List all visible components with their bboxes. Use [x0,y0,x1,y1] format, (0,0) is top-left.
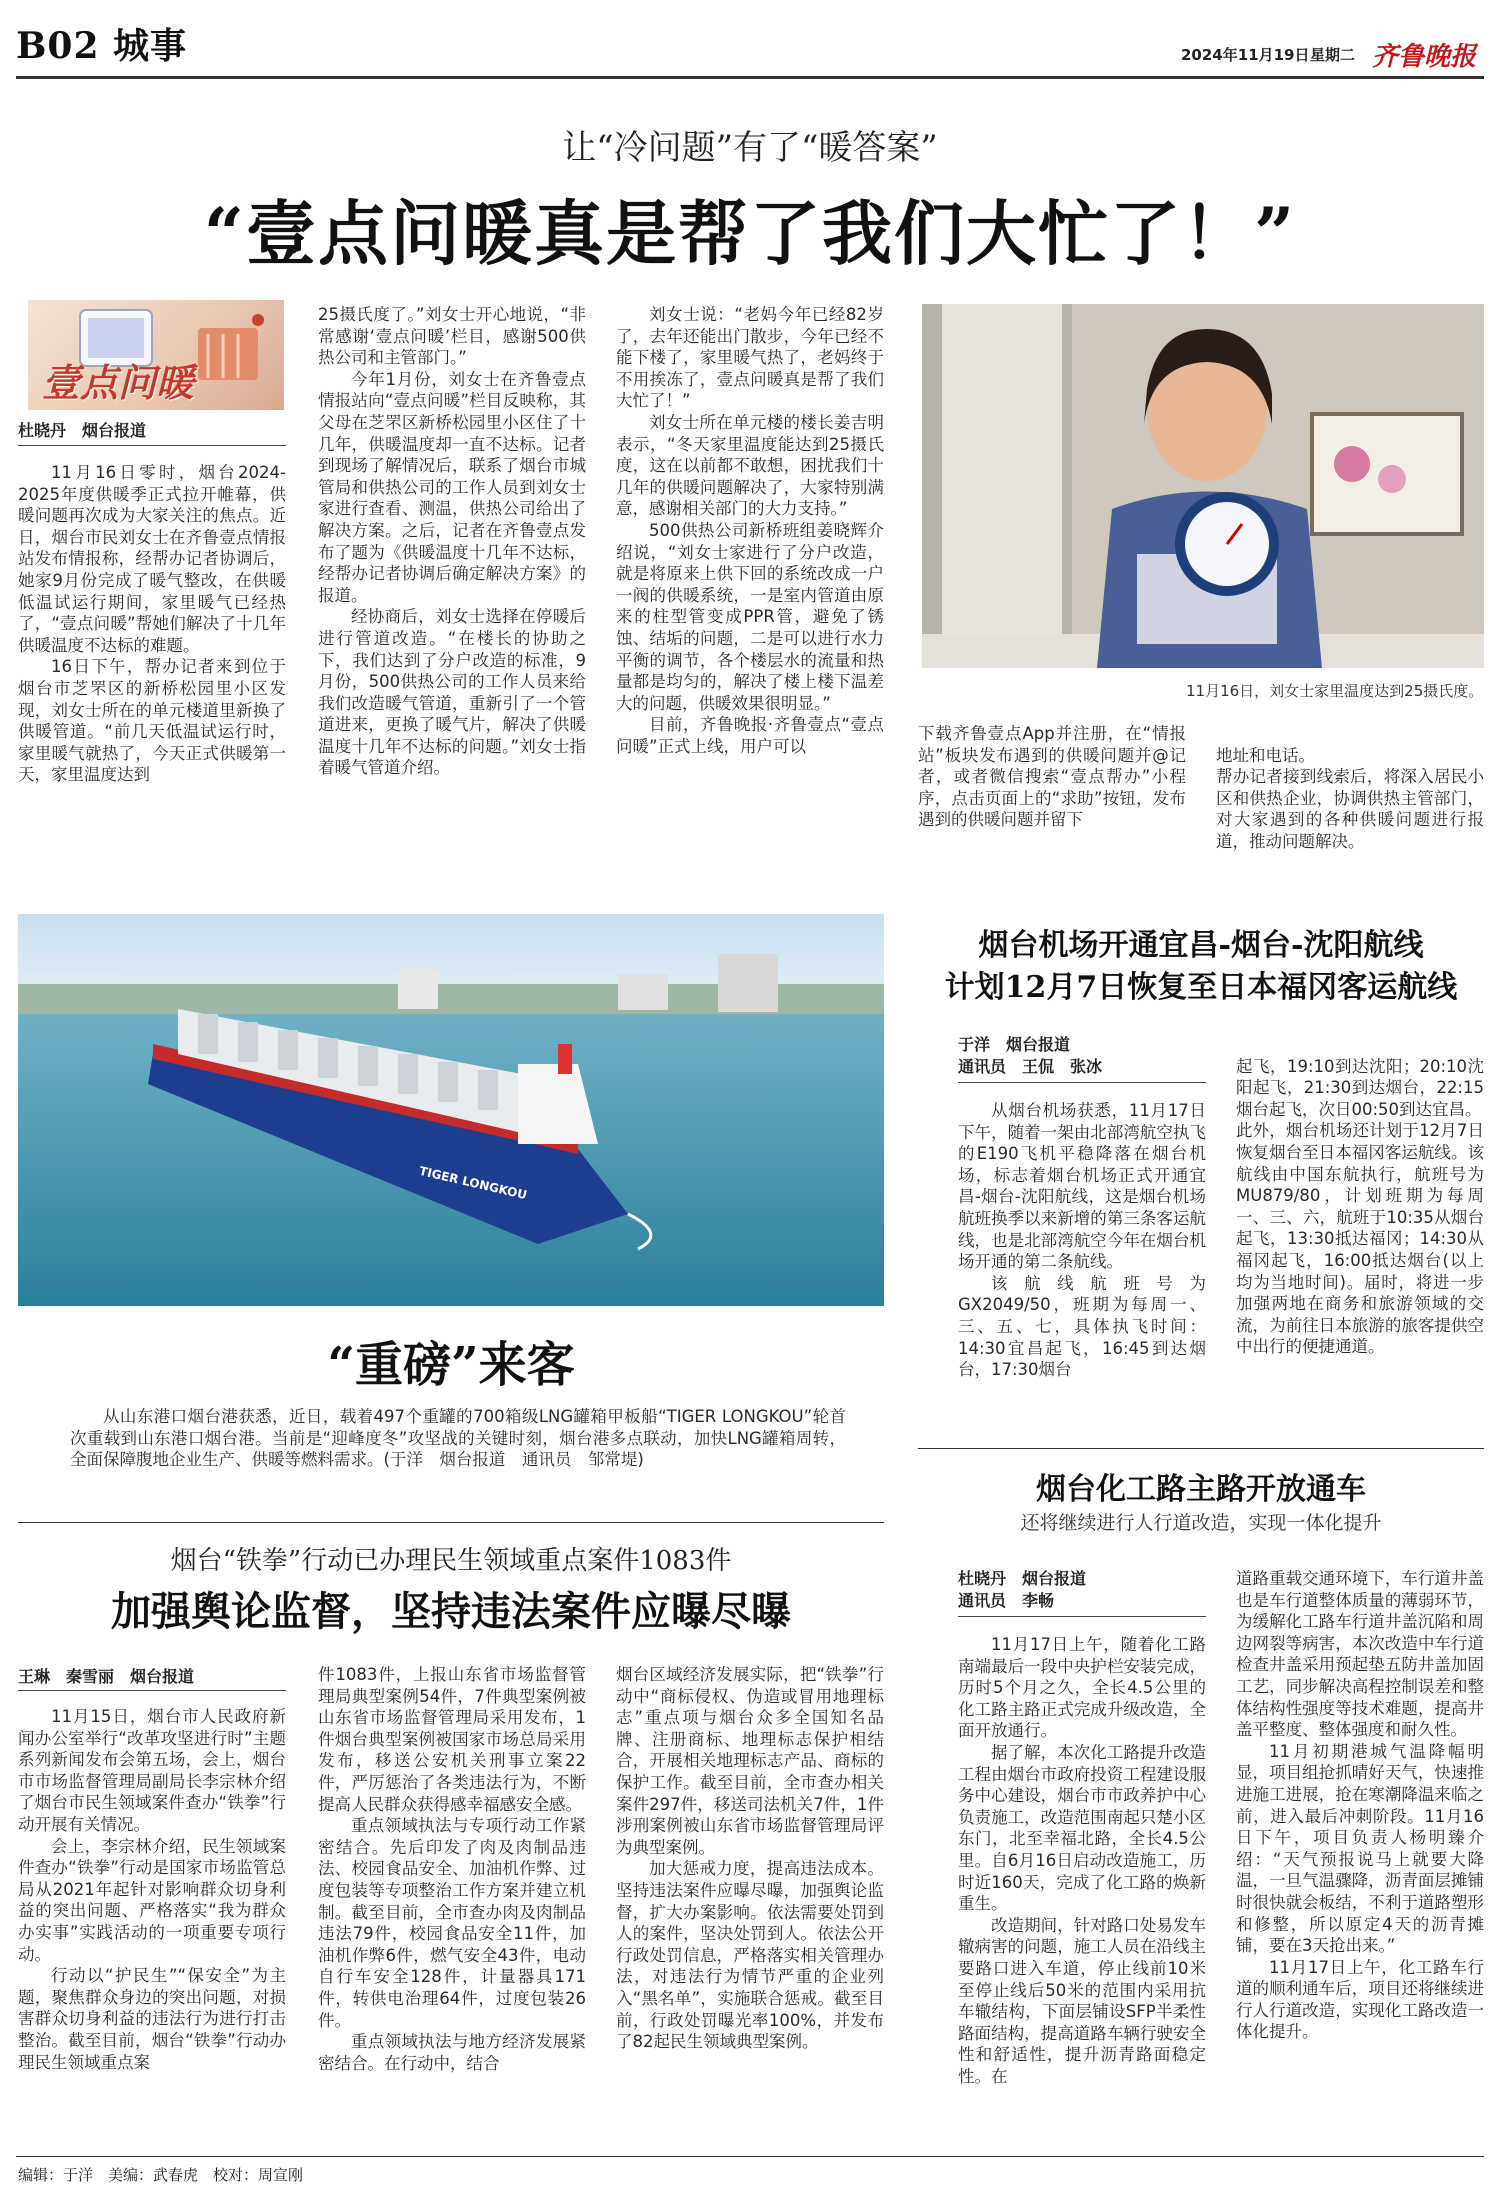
iron-column-2 [318,1664,586,2074]
paragraph: 16日下午，帮办记者来到位于烟台市芝罘区的新桥松园里小区发现，刘女士所在的单元楼道里新换了供暖管道。“前几天低温试运行时，家里暖气就热了，今天正式供暖第一天，家里温度达到 [18,657,286,785]
paragraph: 11月17日上午，化工路车行道的顺利通车后，项目还将继续进行人行道改造，实现化工路改造一体化提升。 [1236,1957,1484,2042]
road-subhead: 还将继续进行人行道改造，实现一体化提升 [1020,1512,1382,1534]
story1-column-5 [1216,723,1484,874]
paragraph: 25摄氏度了。”刘女士开心地说，“非常感谢‘壹点问暖’栏目，感谢500供热公司和主管部门。” [318,305,586,368]
issue-date: 2024年11月19日 [1181,46,1310,64]
paragraph: 会上，李宗林介绍，民生领域案件查办“铁拳”行动是国家市场监管总局从2021年起针对影响群众切身利益的突出问题、严格落实“我为群众办实事”实践活动的一项重要专项行动。 [18,1836,286,1964]
ship-name-label: TIGER LONGKOU [417,1163,529,1203]
iron-byline-rule [18,1690,286,1691]
paragraph: 起飞，19:10到达沈阳；20:10沈阳起飞，21:30到达烟台，22:15烟台起飞，次日00:50到达宜昌。 此外，烟台机场还计划于12月7日恢复烟台至日本福冈客运航线。该航线由中国东航执行，航班号为MU879/80，计划班期为每周一、三、六，航班于10:35从烟台起飞，13:30抵达福冈；14:30从福冈起飞，16:00抵达烟台(以上均为当地时间)。届时，将进一步加强两地在商务和旅游领域的交流，为前往日本旅游的旅客提供空中出行的便捷通道。 [1236,1056,1484,1357]
paragraph: 件1083件，上报山东省市场监督管理局典型案例54件，7件典型案例被山东省市场监督管理局采用发布，1件烟台典型案例被国家市场总局采用发布，移送公安机关刑事立案22件，严厉惩治了各类违法行为，不断提高人民群众获得感幸福感安全感。 [318,1665,586,1814]
paragraph: 经协商后，刘女士选择在停暖后进行管道改造。“在楼长的协助之下，我们达到了分户改造的标准，9月份，500供热公司的工作人员来给我们改造暖气管道，重新引了一个管道进来，更换了暖气片，解决了供暖温度十几年不达标的问题。”刘女士指着暖气管道介绍。 [318,607,586,778]
road-byline-2: 通讯员 李畅 [958,1591,1055,1610]
footer-rule [16,2156,1484,2157]
airport-byline-2: 通讯员 王侃 张冰 [958,1057,1103,1076]
airport-column-1 [958,1100,1206,1381]
ship-headline: “重磅”来客 [327,1337,575,1393]
iron-top-rule [18,1522,884,1523]
ship-caption [70,1406,846,1471]
paragraph: 11月15日，烟台市人民政府新闻办公室举行“改革攻坚进行时”主题系列新闻发布会第五场，会上，烟台市市场监督管理局副局长李宗林介绍了烟台市民生领域案件查办“铁拳”行动开展有关情况。 [18,1707,286,1834]
paragraph: 11月初期港城气温降幅明显，项目组抢抓晴好天气，快速推进施工进展，抢在寒潮降温来临之前，进入最后冲刺阶段。11月16日下午，项目负责人杨明臻介绍：“天气预报说马上就要大降温，一旦气温骤降，沥青面层摊铺时很快就会板结，不利于道路塑形和修整，所以原定4天的沥青摊铺，要在3天抢出来。” [1236,1741,1484,1956]
paragraph: 地址和电话。 帮办记者接到线索后，将深入居民小区和供热企业，协调供热主管部门，对大家遇到的各种供暖问题进行报道，推动问题解决。 [1216,745,1484,851]
road-byline-1: 杜晓丹 烟台报道 [958,1569,1087,1588]
paragraph: 500供热公司新桥班组姜晓辉介绍说，“刘女士家进行了分户改造，就是将原来上供下回的系统改成一户一阀的供暖系统，一是室内管道由原来的柱型管变成PPR管，避免了锈蚀、结垢的问题，二是可以进行水力平衡的调节，各个楼层水的流量和热量都是均匀的，解决了楼上楼下温差大的问题，供暖效果很明显。” [616,520,884,713]
paragraph: 从烟台机场获悉，11月17日下午，随着一架由北部湾航空执飞的E190飞机平稳降落在烟台机场，标志着烟台机场正式开通宜昌-烟台-沈阳航线，这是烟台机场航班换季以来新增的第三条客运航线，也是北部湾航空今年在烟台机场开通的第二条航线。 [958,1101,1206,1272]
iron-column-1 [18,1706,286,2073]
paragraph: 烟台区域经济发展实际，把“铁拳”行动中“商标侵权、伪造或冒用地理标志”重点项与烟台众多全国知名品牌、注册商标、地理标志保护相结合，开展相关地理标志产品、商标的保护工作。截至目前，全市查办相关案件297件，移送司法机关7件，1件涉刑案例被山东省市场监督管理局评为典型案例。 [616,1665,884,1857]
road-byline-rule [958,1616,1206,1617]
iron-kicker: 烟台“铁拳”行动已办理民生领域重点案件1083件 [170,1546,732,1576]
story1-headline: “壹点问暖真是帮了我们大忙了！” [203,192,1297,275]
photo-caption: 11月16日，刘女士家里温度达到25摄氏度。 [1186,682,1484,700]
road-top-rule [918,1448,1484,1449]
paragraph: 目前，齐鲁晚报·齐鲁壹点“壹点问暖”正式上线，用户可以 [616,715,884,756]
story1-column-3 [616,304,884,757]
story1-column-1 [18,462,286,786]
story1-byline: 杜晓丹 烟台报道 [18,421,147,440]
ship-illustration [18,914,884,1306]
airport-headline-2: 计划12月7日恢复至日本福冈客运航线 [944,970,1458,1005]
column-logo [28,300,284,410]
paragraph: 从山东港口烟台港获悉，近日，载着497个重罐的700箱级LNG罐箱甲板船“TIGER LONGKOU”轮首次重载到山东港口烟台港。当前是“迎峰度冬”攻坚战的关键时刻，烟台港多点联动，加快LNG罐箱周转，全面保障腹地企业生产、供暖等燃料需求。(于洋 烟台报道 通讯员 邹常堤) [70,1407,846,1470]
photo-illustration [922,304,1484,668]
photo-ship [18,914,884,1306]
paragraph: 加大惩戒力度，提高违法成本。坚持违法案件应曝尽曝，加强舆论监督，扩大办案影响。依法需要处罚到人的案件，坚决处罚到人。依法公开行政处罚信息，严格落实相关管理办法，对违法行为情节严重的企业列入“黑名单”，实施联合惩戒。截至目前，行政处罚曝光率100%，并发布了82起民生领域典型案例。 [616,1859,884,2052]
story1-column-4 [918,723,1186,831]
road-column-1 [958,1634,1206,2087]
paragraph: 今年1月份，刘女士在齐鲁壹点情报站向“壹点问暖”栏目反映称，其父母在芝罘区新桥松园里小区住了十几年，供暖温度却一直不达标。记者到现场了解情况后，联系了烟台市城管局和供热公司的工作人员到刘女士家进行查看、测温，供热公司给出了解决方案。之后，记者在齐鲁壹点发布了题为《供暖温度十几年不达标，经帮办记者协调后确定解决方案》的报道。 [318,369,586,605]
section-label: B02 城事 [16,25,188,67]
paragraph: 重点领域执法与专项行动工作紧密结合。先后印发了肉及肉制品违法、校园食品安全、加油机作弊、过度包装等专项整治工作方案并建立机制。截至目前，全市查办肉及肉制品违法79件，校园食品安全11件，加油机作弊6件，燃气安全43件，电动自行车安全128件，计量器具171件，转供电治理64件，过度包装26件。 [318,1816,586,2030]
header-rule [16,76,1484,79]
airport-byline-1: 于洋 烟台报道 [958,1035,1071,1054]
paragraph: 据了解，本次化工路提升改造工程由烟台市政府投资工程建设服务中心建设，烟台市市政养护中心负责施工，改造范围南起只楚小区东门，北至幸福北路，全长4.5公里。自6月16日启动改造施工，历时近160天，完成了化工路的焕新重生。 [958,1742,1206,1914]
airport-column-2 [1236,1034,1484,1380]
paragraph: 该航线航班号为GX2049/50，班期为每周一、三、五、七，具体执飞时间：14:30宜昌起飞，16:45到达烟台，17:30烟台 [958,1273,1206,1380]
issue-weekday: 星期二 [1310,46,1356,64]
paragraph: 改造期间，针对路口处易发车辙病害的问题，施工人员在沿线主要路口进入车道，停止线前10米至停止线后50米的范围内采用抗车辙结构，下面层铺设SFP半柔性路面结构，提高道路车辆行驶安全性和舒适性，提升沥青路面稳定性。在 [958,1915,1206,2086]
paragraph: 道路重载交通环境下，车行道井盖也是车行道整体质量的薄弱环节，为缓解化工路车行道井盖沉陷和周边网裂等病害，本次改造中车行道检查井盖采用预起垫五防井盖加固工艺，同步解决高程控制误差和整体结构性强度等技术难题，提高井盖平整度、整体强度和耐久性。 [1236,1569,1484,1740]
paragraph: 刘女士所在单元楼的楼长姜吉明表示，“冬天家里温度能达到25摄氏度，这在以前都不敢想，困扰我们十几年的供暖问题解决了，大家特别满意，感谢相关部门的大力支持。” [616,412,884,519]
iron-headline: 加强舆论监督，坚持违法案件应曝尽曝 [111,1588,791,1635]
paragraph: 行动以“护民生”“保安全”为主题，聚焦群众身边的突出问题，对损害群众切身利益的违法行为进行打击整治。截至目前，烟台“铁拳”行动办理民生领域重点案 [18,1966,286,2072]
logo-text: 壹点问暖 [42,360,195,405]
byline-rule [18,445,286,446]
iron-column-3 [616,1664,884,2053]
paragraph: 11月16日零时，烟台2024-2025年度供暖季正式拉开帷幕，供暖问题再次成为大家关注的焦点。近日，烟台市民刘女士在齐鲁壹点情报站发布情报称，经帮办记者协调后，她家9月份完成了暖气整改，在供暖低温试运行期间，家里暖气已经热了，“壹点问暖”帮她们解决了十几年供暖温度不达标的难题。 [18,463,286,655]
airport-byline-rule [958,1082,1206,1083]
newspaper-logo: 齐鲁晚报 [1372,42,1477,72]
airport-headline-1: 烟台机场开通宜昌-烟台-沈阳航线 [978,928,1424,963]
paragraph: 刘女士说：“老妈今年已经82岁了，去年还能出门散步，今年已经不能下楼了，家里暖气热了，老妈终于不用挨冻了，壹点问暖真是帮了我们大忙了！” [616,305,884,411]
iron-byline: 王琳 秦雪丽 烟台报道 [18,1667,195,1686]
paragraph: 重点领域执法与地方经济发展紧密结合。在行动中，结合 [318,2032,586,2073]
photo-resident [922,304,1484,668]
paragraph: 下载齐鲁壹点App并注册，在“情报站”板块发布遇到的供暖问题并@记者，或者微信搜索“壹点帮办”小程序，点击页面上的“求助”按钮，发布遇到的供暖问题并留下 [918,724,1186,830]
road-headline: 烟台化工路主路开放通车 [1036,1472,1366,1507]
paragraph: 11月17日上午，随着化工路南端最后一段中央护栏安装完成，历时5个月之久，全长4.5公里的化工路主路正式完成升级改造，全面开放通行。 [958,1635,1206,1741]
story1-column-2 [318,304,586,779]
footer-credits: 编辑：于洋 美编：武春虎 校对：周宣刚 [18,2166,304,2184]
road-column-2 [1236,1568,1484,2043]
story1-kicker: 让“冷问题”有了“暖答案” [562,128,938,168]
